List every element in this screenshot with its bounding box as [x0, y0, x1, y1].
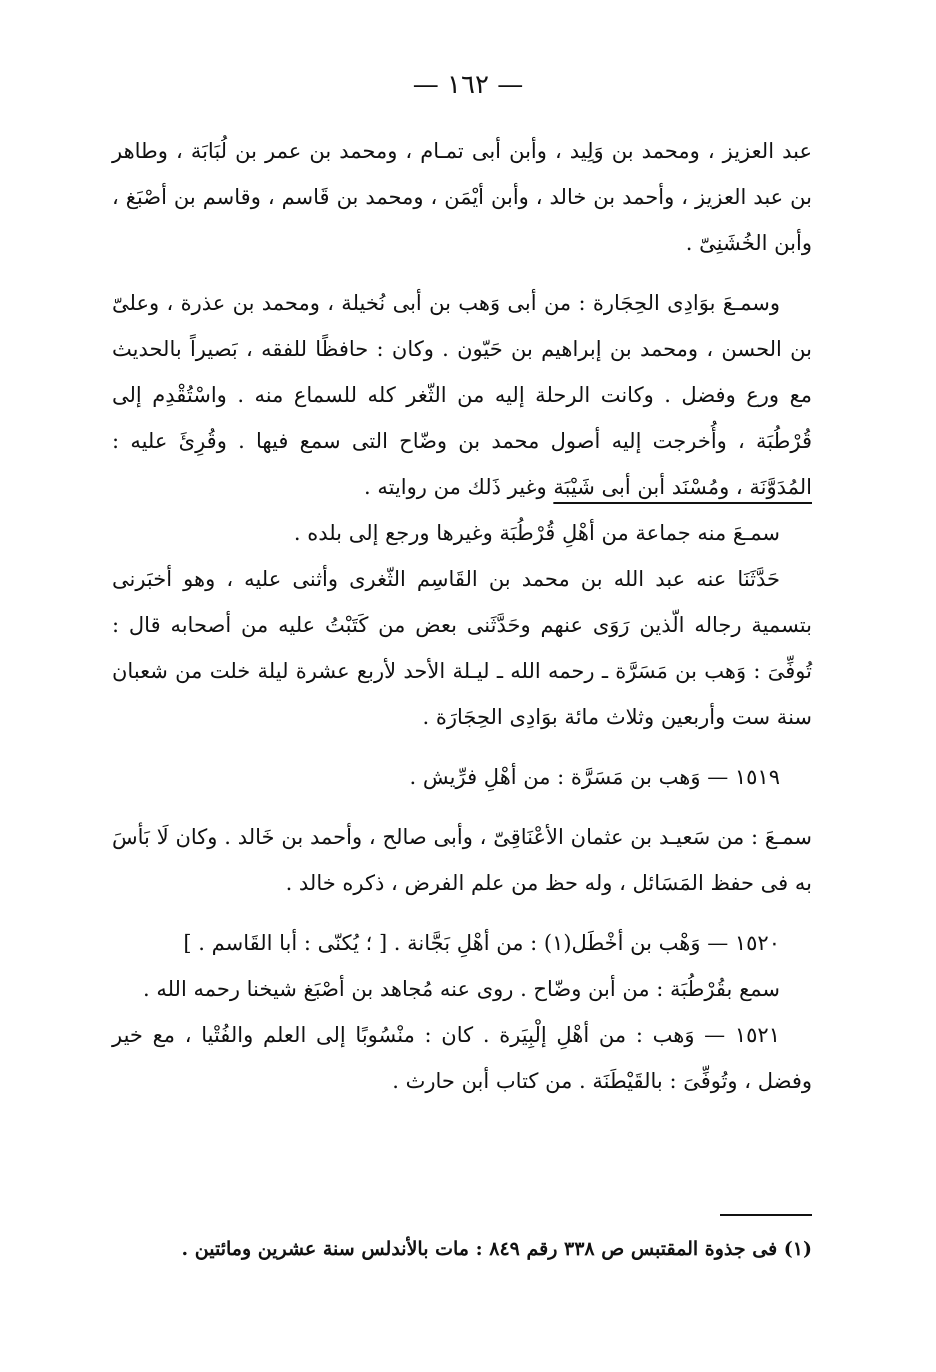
page-number: — ١٦٢ —: [412, 70, 524, 100]
paragraph-text: سمـعَ منه جماعة من أهْلِ قُرْطُبَة وغيرها ورجع إلى بلده .: [293, 521, 780, 545]
entry-heading-1519: [112, 754, 812, 800]
paragraph-text: وسمـعَ بوَادِى الحِجَارة : من أبى وَهب بن أبى نُخيلة ، ومحمد بن عذرة ، وعلىّ بن الحسن ، ومحمد بن إبراهيم بن حَيّون . وكان : حافظًا للفقه ، بَصيراً بالحديث مع ورع وفضل . وكانت الرحلة إليه من الثّغر كله للسماع منه . واسْتُقْدِم إلى قُرْطُبَة ، وأُخرجت إليه أصول محمد بن وضّاح التى سمع فيها . وقُرِئَ عليه :: [112, 291, 812, 453]
footnote-divider: [720, 1214, 812, 1216]
underlined-book-titles: المُدَوَّنَة ، ومُسْنَد أبن أبى شَيْبَة: [553, 475, 812, 499]
paragraph-text: وغير ذَلك من روايته .: [364, 475, 554, 499]
paragraph-1519-body: [112, 814, 812, 906]
entry-heading-1521: [112, 1012, 812, 1104]
paragraph-wadi-hijara: [112, 280, 812, 510]
paragraph-students: [112, 510, 812, 556]
footnote: (١) فى جذوة المقتبس ص ٣٣٨ رقم ٨٤٩ : مات بالأندلس سنة عشرين ومائتين .: [181, 1238, 812, 1260]
entry-text: ١٥٢١ — وَهب : من أهْلِ إلْبِيَرة . كان : منْسُوبًا إلى العلم والفُتْيا ، مع خير وفضل ، وتُوفِّىَ : بالقَيْطَنَة . من كتاب أبن حارث .: [112, 1023, 812, 1093]
entry-heading-1520: [112, 920, 812, 966]
entry-text: ١٥١٩ — وَهب بن مَسَرَّة : من أهْلِ فرِّيش .: [409, 765, 780, 789]
paragraph-text: عبد العزيز ، ومحمد بن وَلِيد ، وأبن أبى تمـام ، ومحمد بن عمر بن لُبَابَة ، وطاهر بن عبد العزيز ، وأحمد بن خالد ، وأبن أيْمَن ، ومحمد بن قَاسم ، وقاسم بن أصْبَغ ، وأبن الخُشَنِىّ .: [112, 139, 812, 255]
paragraph-text: سمـعَ : من سَعيـد بن عثمان الأعْنَاقِىّ ، وأبى صالح ، وأحمد بن خَالد . وكان لَا بَأسَ به فى حفظ المَسَائل ، وله حظ من علم الفرض ، ذكره خالد .: [112, 825, 812, 895]
paragraph-1520-body: [112, 966, 812, 1012]
paragraph-death: [112, 556, 812, 740]
main-text: [112, 128, 812, 1104]
entry-text: ١٥٢٠ — وَهْب بن أخْطَل(١) : من أهْلِ بَجَّانة . [ ؛ يُكنّى : أبا القَاسم . ]: [183, 931, 780, 955]
paragraph-continuation: [112, 128, 812, 266]
paragraph-text: حَدَّثَنَا عنه عبد الله بن محمد بن القَاسِم الثّغرى وأثنى عليه ، وهو أخبَرنى بتسمية رجاله الّذين رَوَى عنهم وحَدَّثَنى بعض من كَتَبْتُ عليه من أصحابه قال : تُوفِّىَ : وَهب بن مَسَرَّة ـ رحمه الله ـ ليـلة الأحد لأربع عشرة ليلة خلت من شعبان سنة ست وأربعين وثلاث مائة بوَادِى الحِجَارَة .: [112, 567, 812, 729]
paragraph-text: سمع بقُرْطُبَة : من أبن وضّاح . روى عنه مُجاهد بن أصْبَغ شيخنا رحمه الله .: [142, 977, 780, 1001]
